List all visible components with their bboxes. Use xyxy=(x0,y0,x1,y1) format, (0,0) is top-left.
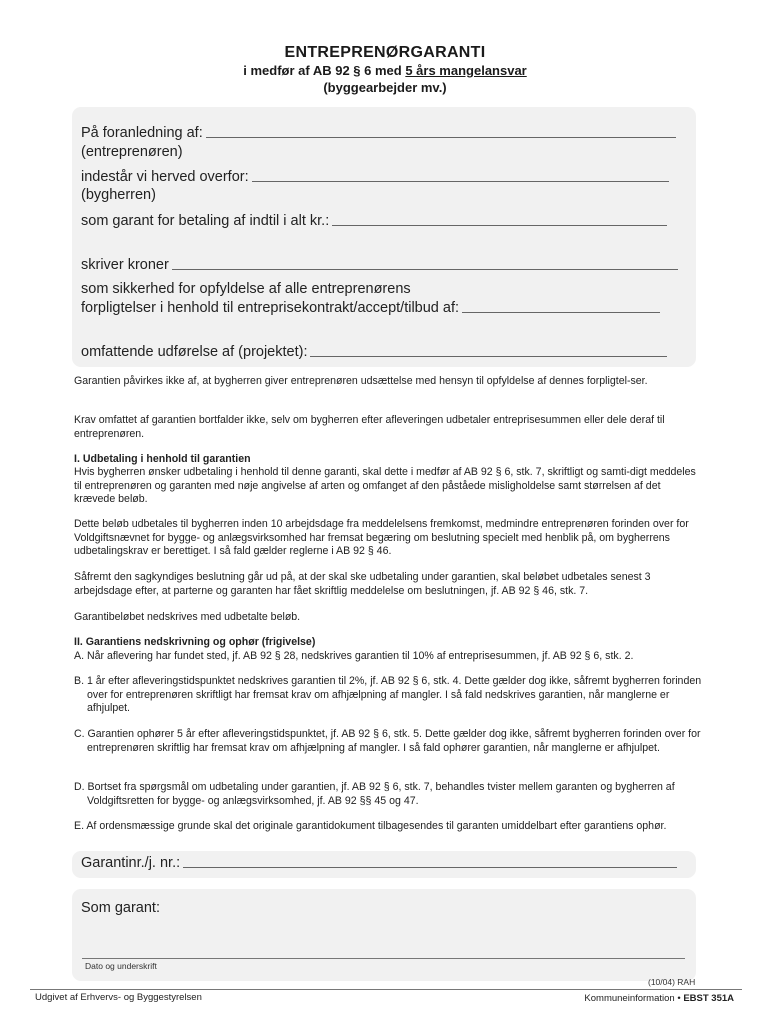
footer-divider xyxy=(30,989,742,990)
security-field[interactable] xyxy=(81,300,660,316)
subtitle-underlined: 5 års mangelansvar xyxy=(405,63,527,78)
words-line[interactable] xyxy=(172,268,678,270)
security-text-line1: som sikkerhed for opfyldelse af alle entreprenørens xyxy=(81,281,411,297)
guarantor-label: Som garant: xyxy=(81,900,160,916)
section-heading-release: II. Garantiens nedskrivning og ophør (frigivelse) xyxy=(74,636,316,648)
owner-label: indestår vi herved overfor: xyxy=(81,169,249,185)
clause-e: E. Af ordensmæssige grunde skal det originale garantidokument tilbagesendes til garanten umiddelbart efter garantiens ophør. xyxy=(74,820,667,832)
words-label: skriver kroner xyxy=(81,257,169,273)
paragraph-expert-decision: Såfremt den sagkyndiges beslutning går ud på, at der skal ske udbetaling under garantien, skal beløbet udbetales senest 3 arbejdsdage efter, at parterne og garanten har fået skriftlig meddelelse om beslutningen, jf. AB 92 § 46, stk. 7. xyxy=(74,571,651,597)
contractor-sublabel: (entreprenøren) xyxy=(81,144,183,160)
paragraph-payment-request: Hvis bygherren ønsker udbetaling i henhold til denne garanti, skal dette i medfør af AB 92 § 6, stk. 7, skriftligt og samti-digt meddeles til entreprenøren og garanten med nøje angivelse af arten og omfanget af den påståede misligholdelse samt størrelsen af det krævede beløb. xyxy=(74,466,696,506)
subtitle-text: i medfør af AB 92 § 6 med xyxy=(243,63,406,78)
project-label: omfattende udførelse af (projektet): xyxy=(81,344,308,360)
project-line[interactable] xyxy=(310,355,667,357)
series-code: EBST 351A xyxy=(683,993,734,1004)
clause-c: C. Garantien ophører 5 år efter afleveringstidspunktet, jf. AB 92 § 6, stk. 5. Dette gælder dog ikke, såfremt bygherren forinden over for entreprenøren skriftlig har fremsat krav om afhjælpning af mangler. I så fald ophører garantien, når manglerne er afhjulpet. xyxy=(74,728,701,754)
clause-a: A. Når aflevering har fundet sted, jf. AB 92 § 28, nedskrives garantien til 10% af entreprisesummen, jf. AB 92 § 6, stk. 2. xyxy=(74,650,634,662)
security-label: forpligtelser i henhold til entreprisekontrakt/accept/tilbud af: xyxy=(81,300,460,316)
owner-line[interactable] xyxy=(252,180,669,182)
paragraph-postponement: Garantien påvirkes ikke af, at bygherren giver entreprenøren udsættelse med hensyn til opfyldelse af dennes forpligtel-ser. xyxy=(74,375,648,387)
amount-line[interactable] xyxy=(332,224,667,226)
form-title: ENTREPRENØRGARANTI xyxy=(284,44,486,61)
signature-panel xyxy=(72,889,696,981)
owner-sublabel: (bygherren) xyxy=(81,187,156,203)
amount-label: som garant for betaling af indtil i alt kr.: xyxy=(81,213,330,229)
publisher-text: Udgivet af Erhvervs- og Byggestyrelsen xyxy=(35,992,202,1003)
form-subtitle xyxy=(0,63,770,78)
project-field[interactable] xyxy=(81,344,667,360)
contractor-line[interactable] xyxy=(206,136,676,138)
form-code: (10/04) RAH xyxy=(648,977,696,987)
owner-field[interactable] xyxy=(81,169,669,185)
security-line[interactable] xyxy=(462,311,660,313)
paragraph-payment-deadline: Dette beløb udbetales til bygherren inden 10 arbejdsdage fra meddelelsens fremkomst, medmindre entreprenøren forinden over for Voldgiftsnævnet for bygge- og anlægsvirksomhed har fremsat begæring om beslutning specielt med henblik på, om bygherrens udbetalingskrav er berettiget. I så fald gælder reglerne i AB 92 § 46. xyxy=(74,518,689,558)
section-heading-payment: I. Udbetaling i henhold til garantien xyxy=(74,453,251,465)
series-label: Kommuneinformation • xyxy=(584,993,684,1004)
form-subtitle-scope: (byggearbejder mv.) xyxy=(323,80,447,95)
series-text xyxy=(584,993,734,1004)
words-field[interactable] xyxy=(81,257,678,273)
guarantee-number-line[interactable] xyxy=(183,866,677,868)
signature-caption: Dato og underskrift xyxy=(85,961,157,971)
paragraph-claims: Krav omfattet af garantien bortfalder ikke, selv om bygherren efter afleveringen udbetaler entreprisesummen eller dele deraf til entreprenøren. xyxy=(74,414,665,440)
amount-field[interactable] xyxy=(81,213,667,229)
signature-line[interactable] xyxy=(82,958,685,959)
contractor-field[interactable] xyxy=(81,125,676,141)
contractor-label: På foranledning af: xyxy=(81,125,203,141)
guarantee-number-label: Garantinr./j. nr.: xyxy=(81,855,181,871)
paragraph-reduction: Garantibeløbet nedskrives med udbetalte beløb. xyxy=(74,611,301,623)
clause-d: D. Bortset fra spørgsmål om udbetaling under garantien, jf. AB 92 § 6, stk. 7, behandles tvister mellem garanten og bygherren af Voldgiftsretten for bygge- og anlægsvirksomhed, jf. AB 92 §§ 45 og 47. xyxy=(74,781,675,807)
clause-b: B. 1 år efter afleveringstidspunktet nedskrives garantien til 2%, jf. AB 92 § 6, stk. 4. Dette gælder dog ikke, såfremt bygherren forinden over for entreprenøren skriftligt har fremsat krav om afhjælpning af mangler. I så fald nedskrives garantien, når manglerne er afhjulpet. xyxy=(74,675,702,715)
guarantee-number-field[interactable] xyxy=(81,855,677,871)
